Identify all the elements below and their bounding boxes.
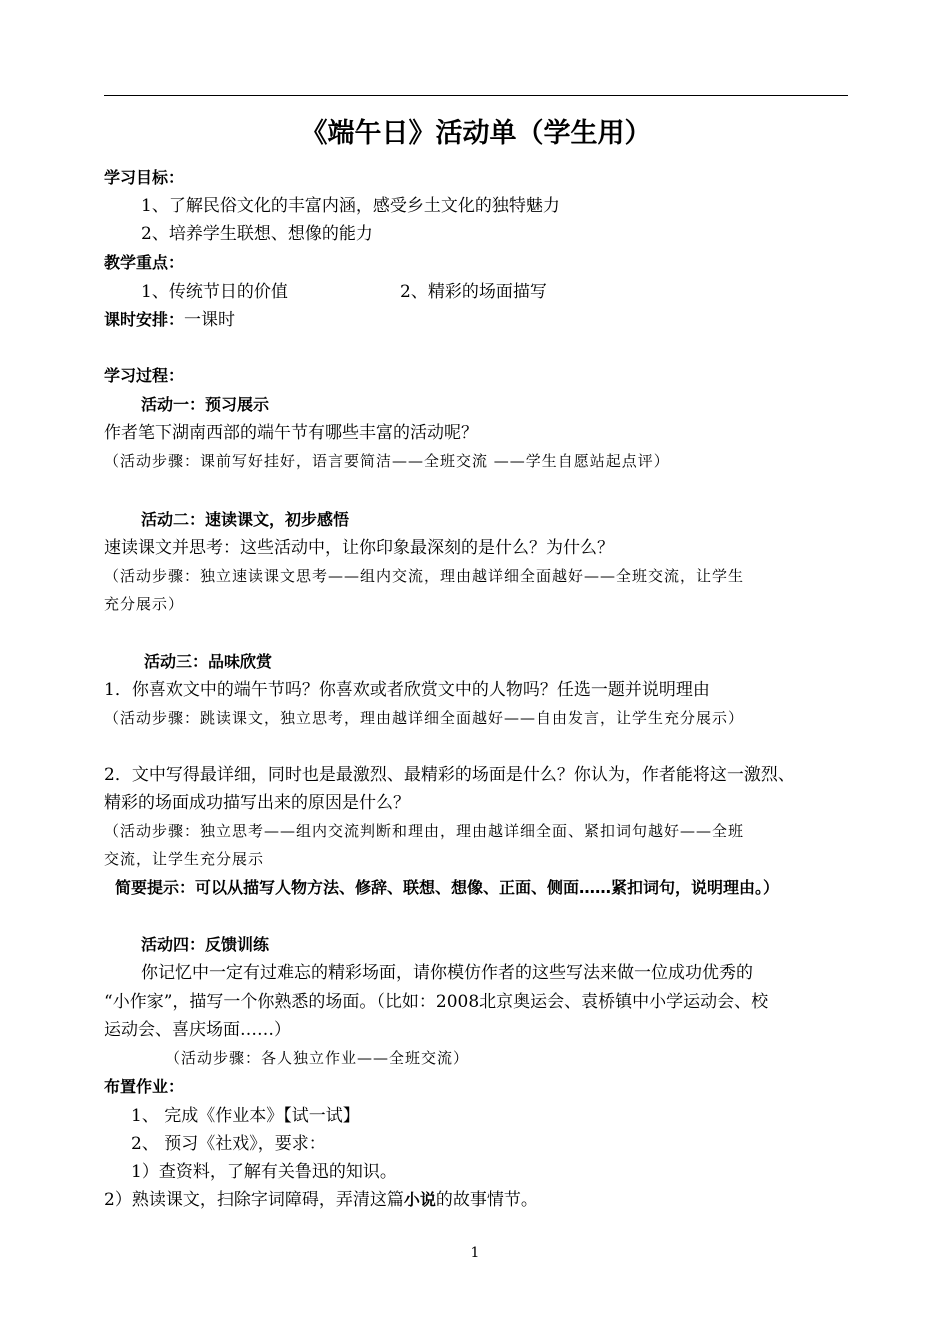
- objectives-heading: 学习目标：: [104, 168, 185, 187]
- page-number: 1: [470, 1245, 480, 1261]
- activity4-paragraph-line3: 运动会、喜庆场面……）: [104, 1020, 291, 1040]
- activity3-question-1: 1．你喜欢文中的端午节吗？你喜欢或者欣赏文中的人物吗？任选一题并说明理由: [104, 680, 710, 700]
- activity2-question: 速读课文并思考：这些活动中，让你印象最深刻的是什么？为什么？: [104, 538, 614, 558]
- homework-subitem-1: 1）查资料，了解有关鲁迅的知识。: [131, 1162, 397, 1182]
- homework-heading: 布置作业：: [104, 1077, 185, 1096]
- header-rule: [104, 95, 848, 96]
- activity3-question-2-steps-line1: （活动步骤：独立思考——组内交流判断和理由，理由越详细全面、紧扣词句越好——全班: [104, 822, 745, 840]
- activity4-paragraph-line2: “小作家”，描写一个你熟悉的场面。（比如：2008北京奥运会、袁桥镇中小学运动会、校: [104, 992, 769, 1012]
- activity4-heading: 活动四：反馈训练: [141, 935, 270, 954]
- homework-subitem-2-text: 2）熟读课文，扫除字词障碍，弄清这篇: [104, 1190, 404, 1210]
- key-point-2: 2、精彩的场面描写: [400, 282, 547, 302]
- activity2-steps-line1: （活动步骤：独立速读课文思考——组内交流，理由越详细全面越好——全班交流，让学生: [104, 567, 745, 585]
- activity2-steps-line2: 充分展示）: [104, 595, 185, 613]
- key-points-heading: 教学重点：: [104, 253, 185, 272]
- activity4-steps: （活动步骤：各人独立作业——全班交流）: [165, 1049, 470, 1067]
- activity3-hint: 简要提示：可以从描写人物方法、修辞、联想、想像、正面、侧面……紧扣词句，说明理由。）: [115, 878, 780, 897]
- activity1-question: 作者笔下湖南西部的端午节有哪些丰富的活动呢？: [104, 423, 478, 443]
- activity3-question-2-line1: 2．文中写得最详细，同时也是最激烈、最精彩的场面是什么？你认为，作者能将这一激烈、: [104, 765, 795, 785]
- process-heading: 学习过程：: [104, 366, 185, 385]
- activity1-steps: （活动步骤：课前写好挂好，语言要简洁——全班交流 ——学生自愿站起点评）: [104, 452, 670, 470]
- homework-item-2: 2、 预习《社戏》，要求：: [131, 1134, 326, 1154]
- activity2-heading: 活动二：速读课文，初步感悟: [141, 510, 350, 529]
- activity3-question-1-steps: （活动步骤：跳读课文，独立思考，理由越详细全面越好——自由发言，让学生充分展示）: [104, 709, 745, 727]
- activity1-heading: 活动一：预习展示: [141, 395, 270, 414]
- key-point-1: 1、传统节日的价值: [141, 282, 288, 302]
- homework-subitem-2-tail: 的故事情节。: [435, 1190, 538, 1210]
- homework-subitem-2: [104, 1188, 848, 1212]
- schedule-label: 课时安排：: [104, 310, 185, 329]
- activity3-question-2-steps-line2: 交流，让学生充分展示: [104, 850, 265, 868]
- objective-1: 1、了解民俗文化的丰富内涵，感受乡土文化的独特魅力: [141, 196, 560, 216]
- document-title: 《端午日》活动单（学生用）: [300, 118, 652, 149]
- schedule-value: 一课时: [184, 310, 236, 330]
- objective-2: 2、培养学生联想、想像的能力: [141, 224, 373, 244]
- homework-item-1: 1、 完成《作业本》【试一试】: [131, 1106, 360, 1126]
- schedule-line: [104, 308, 848, 332]
- activity3-question-2-line2: 精彩的场面成功描写出来的原因是什么？: [104, 793, 410, 813]
- activity4-paragraph-line1: 你记忆中一定有过难忘的精彩场面，请你模仿作者的这些写法来做一位成功优秀的: [141, 963, 753, 983]
- activity3-heading: 活动三：品味欣赏: [144, 652, 273, 671]
- homework-subitem-2-emphasis: 小说: [403, 1190, 436, 1209]
